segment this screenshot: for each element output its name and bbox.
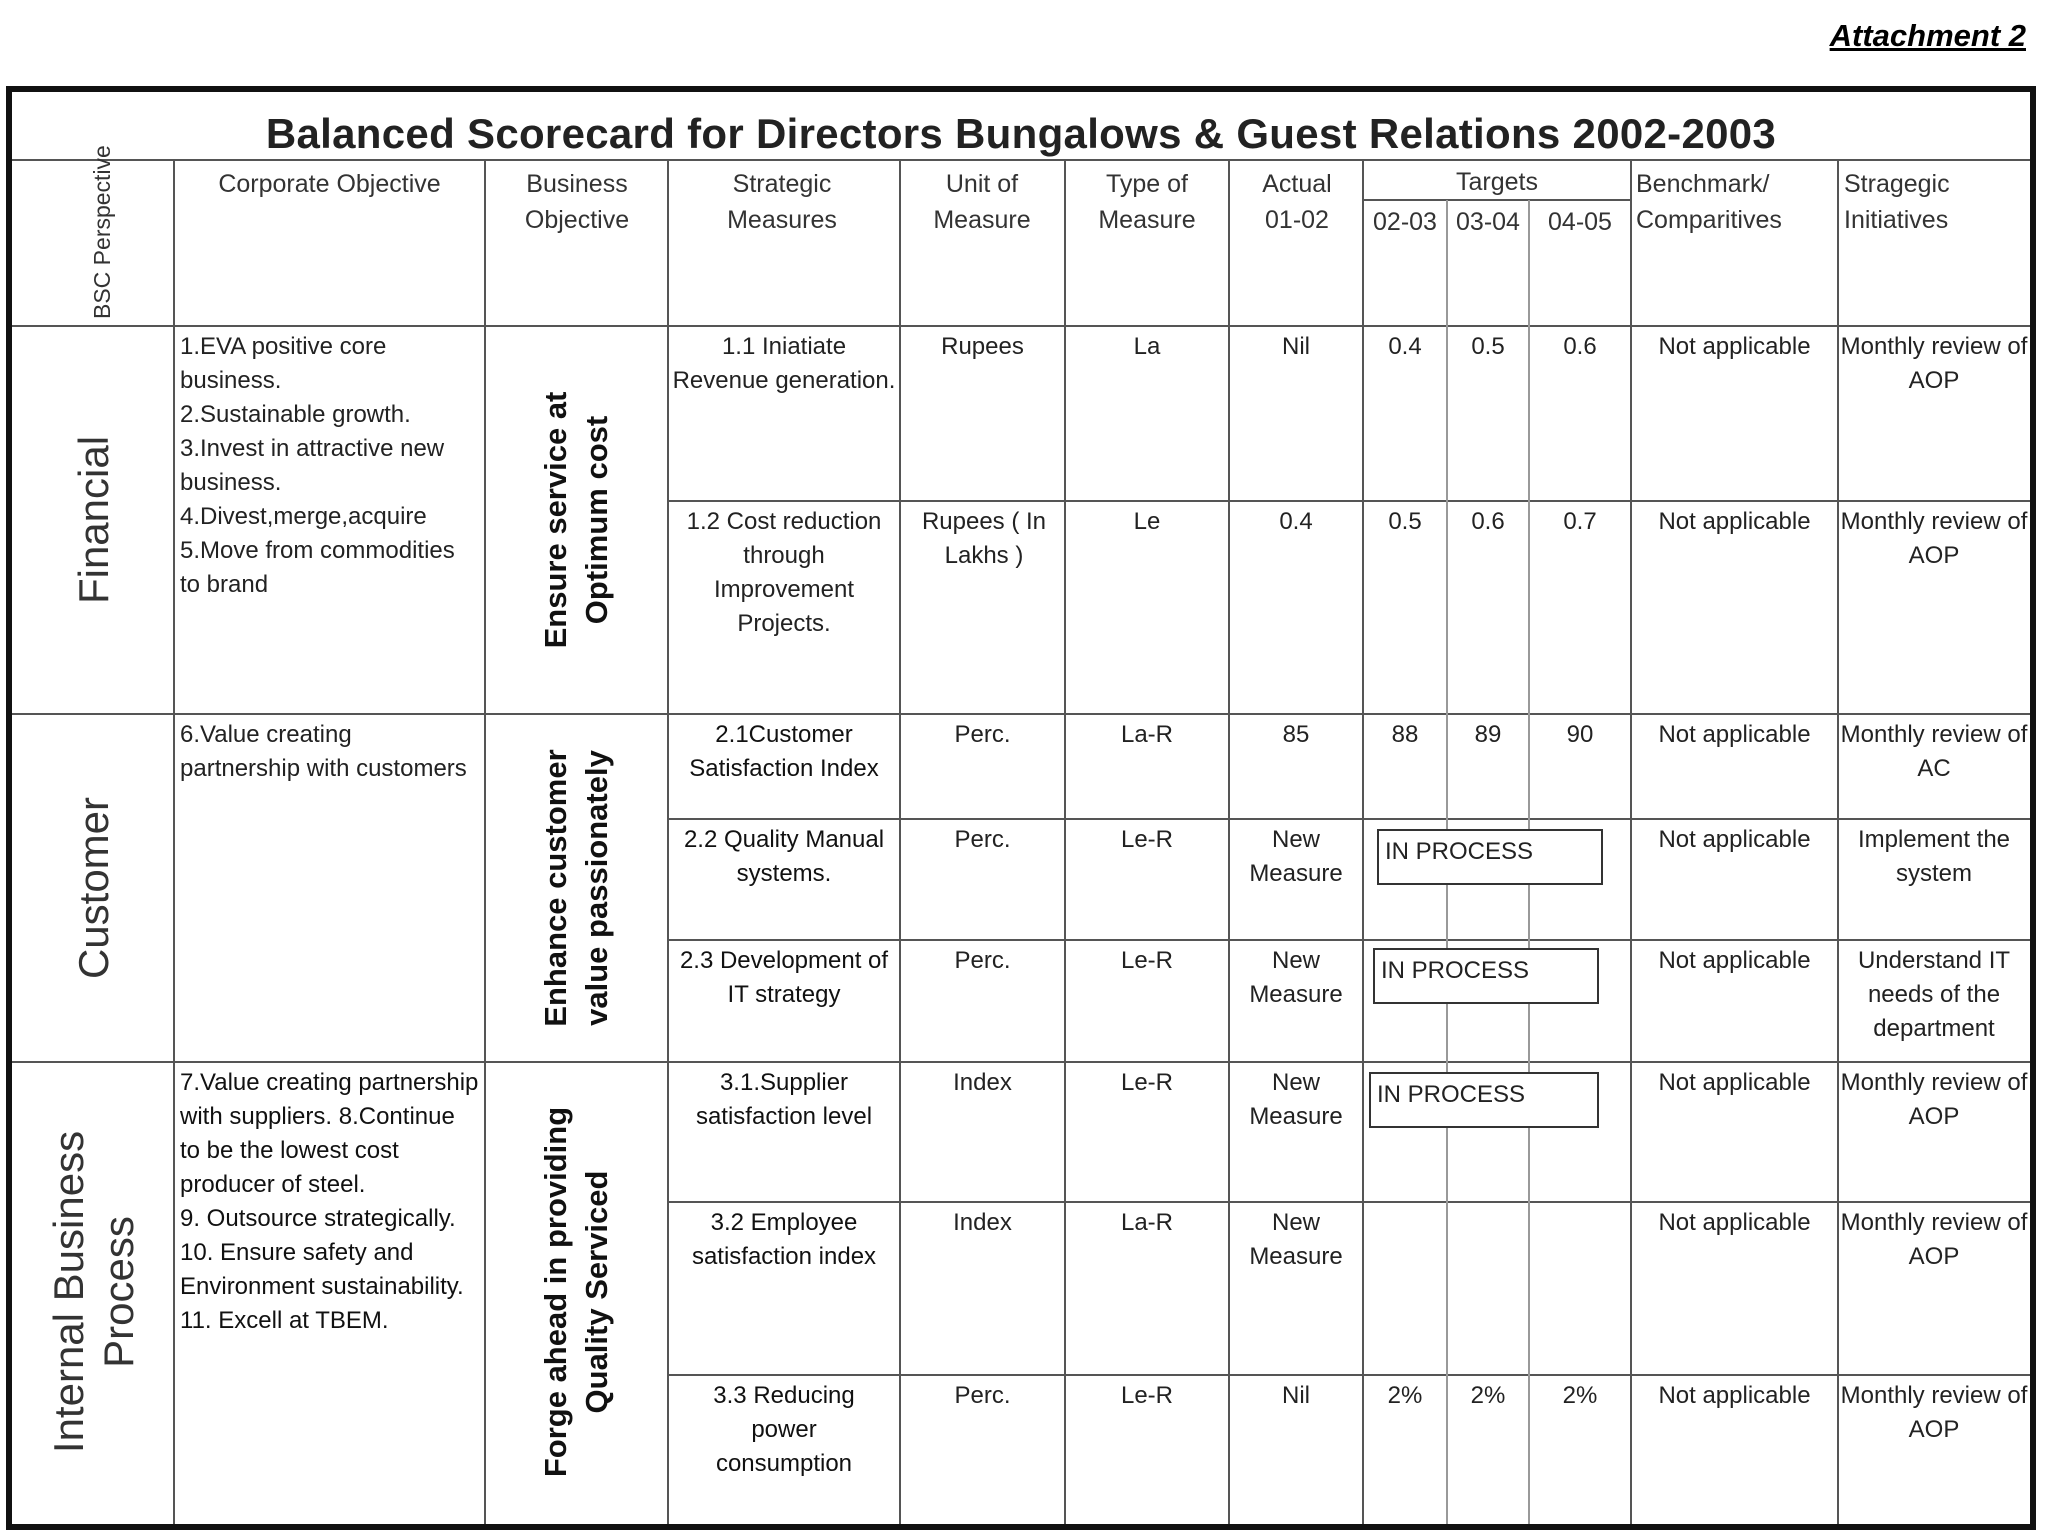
measure-1-1: 1.1 Iniatiate Revenue generation. [672,333,896,394]
actual-2-2: New Measure [1249,826,1343,887]
unit-2-2: Perc. [954,826,1011,853]
target-1-2-a: 0.5 [1388,508,1422,535]
type-3-1: Le-R [1120,1069,1174,1096]
actual-3-2: New Measure [1249,1209,1343,1270]
header-unit-of-measure: Unit of Measure [933,170,1031,234]
actual-1-2: 0.4 [1279,508,1313,535]
initiative-1-2: Monthly review of AOP [1840,508,2028,569]
business-objective-customer: Enhance customer value passionately [538,749,614,1027]
unit-3-2: Index [953,1209,1012,1236]
benchmark-3-1: Not applicable [1658,1069,1811,1096]
initiative-2-2: Implement the system [1857,826,2011,887]
type-2-3: Le-R [1120,947,1174,974]
perspective-internal-business-process: Internal Business Process [45,1130,142,1454]
initiative-1-1: Monthly review of AOP [1840,333,2028,394]
header-targets: Targets [1456,168,1538,196]
target-2-1-a: 88 [1391,721,1419,748]
measure-2-1: 2.1Customer Satisfaction Index [689,721,879,782]
target-1-1-a: 0.4 [1388,333,1422,360]
header-business-objective: Business Objective [524,170,630,234]
benchmark-1-2: Not applicable [1658,508,1811,535]
attachment-label: Attachment 2 [1829,18,2026,53]
benchmark-3-3: Not applicable [1658,1382,1811,1409]
benchmark-3-2: Not applicable [1658,1209,1811,1236]
header-target-04-05: 04-05 [1548,208,1612,236]
business-objective-financial: Ensure service at Optimum cost [538,391,614,649]
initiative-3-1: Monthly review of AOP [1840,1069,2028,1130]
target-1-2-c: 0.7 [1563,508,1597,535]
perspective-customer: Customer [70,796,117,980]
header-strategic-measures: Strategic Measures [727,170,837,234]
unit-1-2: Rupees ( In Lakhs ) [921,508,1047,569]
perspective-financial: Financial [70,435,117,605]
target-3-3-b: 2% [1470,1382,1506,1409]
scorecard-table [6,86,2036,1530]
header-target-02-03: 02-03 [1373,208,1437,236]
initiative-2-3: Understand IT needs of the department [1857,947,2011,1042]
target-1-1-b: 0.5 [1471,333,1505,360]
actual-2-3: New Measure [1249,947,1343,1008]
benchmark-2-2: Not applicable [1658,826,1811,853]
initiative-3-2: Monthly review of AOP [1840,1209,2028,1270]
target-2-1-c: 90 [1566,721,1594,748]
header-benchmark: Benchmark/ Comparitives [1636,170,1782,234]
header-strategic-initiatives: Stragegic Initiatives [1844,170,1950,234]
business-objective-internal: Forge ahead in providing Quality Serviced [538,1106,614,1478]
type-2-1: La-R [1120,721,1174,748]
in-process-box: IN PROCESS [1369,1072,1599,1128]
header-actual: Actual 01-02 [1262,170,1332,234]
actual-3-1: New Measure [1249,1069,1343,1130]
scorecard-title: Balanced Scorecard for Directors Bungalows & Guest Relations 2002-2003 [265,110,1777,157]
actual-2-1: 85 [1282,721,1310,748]
header-type-of-measure: Type of Measure [1098,170,1196,234]
type-3-3: Le-R [1120,1382,1174,1409]
unit-3-3: Perc. [954,1382,1011,1409]
header-target-03-04: 03-04 [1456,208,1520,236]
unit-3-1: Index [953,1069,1012,1096]
initiative-2-1: Monthly review of AC [1840,721,2028,782]
corporate-objective-customer: 6.Value creating partnership with customers [180,721,467,782]
header-corporate-objective: Corporate Objective [218,170,441,198]
measure-2-3: 2.3 Development of IT strategy [679,947,889,1008]
measure-3-1: 3.1.Supplier satisfaction level [695,1069,873,1130]
measure-2-2: 2.2 Quality Manual systems. [683,826,885,887]
target-1-2-b: 0.6 [1471,508,1505,535]
unit-2-1: Perc. [954,721,1011,748]
header-bsc-perspective: BSC Perspective [89,145,115,319]
benchmark-2-3: Not applicable [1658,947,1811,974]
unit-1-1: Rupees [941,333,1024,360]
type-3-2: La-R [1120,1209,1174,1236]
benchmark-1-1: Not applicable [1658,333,1811,360]
initiative-3-3: Monthly review of AOP [1840,1382,2028,1443]
in-process-box: IN PROCESS [1377,829,1603,885]
target-3-3-a: 2% [1387,1382,1423,1409]
corporate-objective-internal: 7.Value creating partnership with suppliers. 8.Continue to be the lowest cost producer of steel. 9. Outsource strategically. 10. Ensure safety and Environment sustainability. 11. Excell at TBEM. [180,1069,479,1334]
target-2-1-b: 89 [1474,721,1502,748]
actual-3-3: Nil [1282,1382,1310,1409]
measure-1-2: 1.2 Cost reduction through Improvement Projects. [686,508,882,637]
unit-2-3: Perc. [954,947,1011,974]
benchmark-2-1: Not applicable [1658,721,1811,748]
measure-3-3: 3.3 Reducing power consumption [713,1382,855,1477]
measure-3-2: 3.2 Employee satisfaction index [691,1209,877,1270]
corporate-objective-financial: 1.EVA positive core business. 2.Sustainable growth. 3.Invest in attractive new business. 4.Divest,merge,acquire 5.Move from commodities to brand [180,333,455,598]
type-2-2: Le-R [1120,826,1174,853]
type-1-2: Le [1133,508,1161,535]
in-process-box: IN PROCESS [1373,948,1599,1004]
type-1-1: La [1133,333,1161,360]
actual-1-1: Nil [1282,333,1310,360]
target-3-3-c: 2% [1562,1382,1598,1409]
target-1-1-c: 0.6 [1563,333,1597,360]
